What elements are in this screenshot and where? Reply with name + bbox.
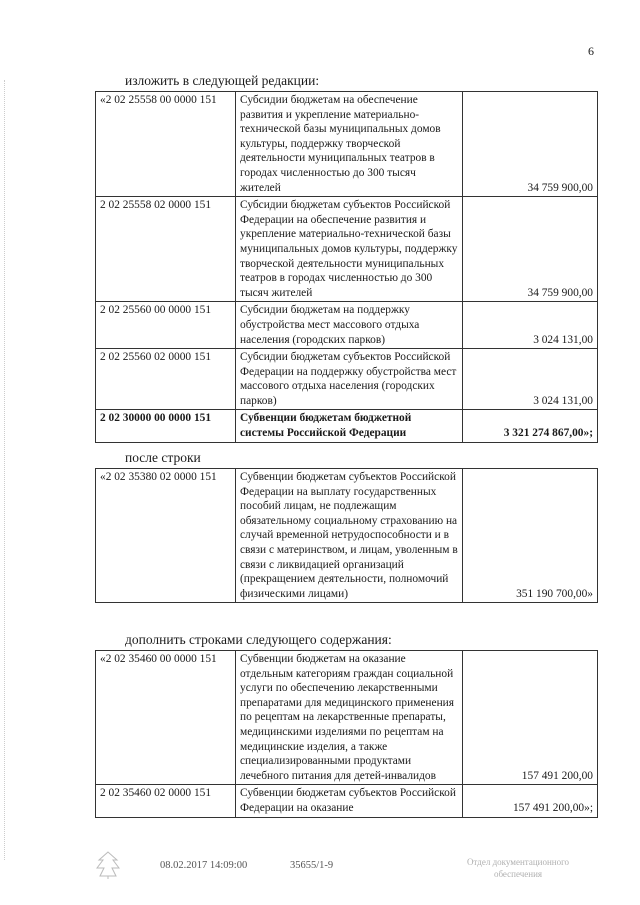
code-cell: «2 02 35380 02 0000 151 — [96, 469, 236, 603]
footer-stamp: Отдел документационного обеспечения — [466, 857, 570, 879]
name-cell: Субсидии бюджетам субъектов Российской Федерации на обеспечение развития и укрепление материально-технической базы муниципальных домов культуры, поддержку творческой деятельности муниципальных театров в городах численностью до 300 тысяч жителей — [236, 197, 463, 302]
amount-cell: 3 321 274 867,00»; — [463, 410, 598, 442]
name-cell: Субвенции бюджетам субъектов Российской Федерации на оказание — [236, 785, 463, 817]
footer-timestamp: 08.02.2017 14:09:00 — [160, 860, 248, 871]
footer-doc-id: 35655/1-9 — [290, 860, 334, 871]
table-row — [96, 349, 598, 410]
amount-cell: 351 190 700,00» — [463, 469, 598, 603]
table-row — [96, 197, 598, 302]
section1-heading: изложить в следующей редакции: — [125, 73, 320, 88]
table-row — [96, 92, 598, 197]
table-row — [96, 785, 598, 817]
section2-heading: после строки — [125, 450, 201, 465]
section2-table — [95, 468, 598, 603]
amount-cell: 3 024 131,00 — [463, 349, 598, 410]
name-cell: Субвенции бюджетам бюджетной системы Российской Федерации — [236, 410, 463, 442]
section3-table — [95, 650, 598, 818]
name-cell: Субсидии бюджетам на поддержку обустройства мест массового отдыха населения (городских парков) — [236, 302, 463, 349]
table-row-total — [96, 410, 598, 442]
emblem-icon — [95, 850, 121, 885]
name-cell: Субсидии бюджетам субъектов Российской Федерации на поддержку обустройства мест массового отдыха населения (городских парков) — [236, 349, 463, 410]
name-cell: Субвенции бюджетам на оказание отдельным категориям граждан социальной услуги по обеспечению лекарственными препаратами для медицинского применения по рецептам на лекарственные препараты, медицинскими изделиями по рецептам на медицинские изделия, а также специализированными продуктами лечебного питания для детей-инвалидов — [236, 651, 463, 785]
code-cell: 2 02 30000 00 0000 151 — [96, 410, 236, 442]
table-row — [96, 302, 598, 349]
section1-table — [95, 91, 598, 443]
name-cell: Субвенции бюджетам субъектов Российской Федерации на выплату государственных пособий лицам, не подлежащим обязательному социальному страхованию на случай временной нетрудоспособности и в связи с материнством, и лицам, уволенным в связи с ликвидацией организаций (прекращением деятельности, полномочий физическими лицами) — [236, 469, 463, 603]
code-cell: 2 02 25558 02 0000 151 — [96, 197, 236, 302]
code-cell: «2 02 35460 00 0000 151 — [96, 651, 236, 785]
table-row — [96, 469, 598, 603]
code-cell: 2 02 35460 02 0000 151 — [96, 785, 236, 817]
amount-cell: 34 759 900,00 — [463, 92, 598, 197]
amount-cell: 34 759 900,00 — [463, 197, 598, 302]
code-cell: «2 02 25558 00 0000 151 — [96, 92, 236, 197]
name-cell: Субсидии бюджетам на обеспечение развития и укрепление материально-технической базы муниципальных домов культуры, поддержку творческой деятельности муниципальных театров в городах численностью до 300 тысяч жителей — [236, 92, 463, 197]
amount-cell: 157 491 200,00 — [463, 651, 598, 785]
amount-cell: 157 491 200,00»; — [463, 785, 598, 817]
code-cell: 2 02 25560 02 0000 151 — [96, 349, 236, 410]
scan-margin — [4, 80, 6, 860]
page-number: 6 — [588, 44, 594, 58]
amount-cell: 3 024 131,00 — [463, 302, 598, 349]
section3-heading: дополнить строками следующего содержания: — [125, 632, 392, 647]
table-row — [96, 651, 598, 785]
code-cell: 2 02 25560 00 0000 151 — [96, 302, 236, 349]
